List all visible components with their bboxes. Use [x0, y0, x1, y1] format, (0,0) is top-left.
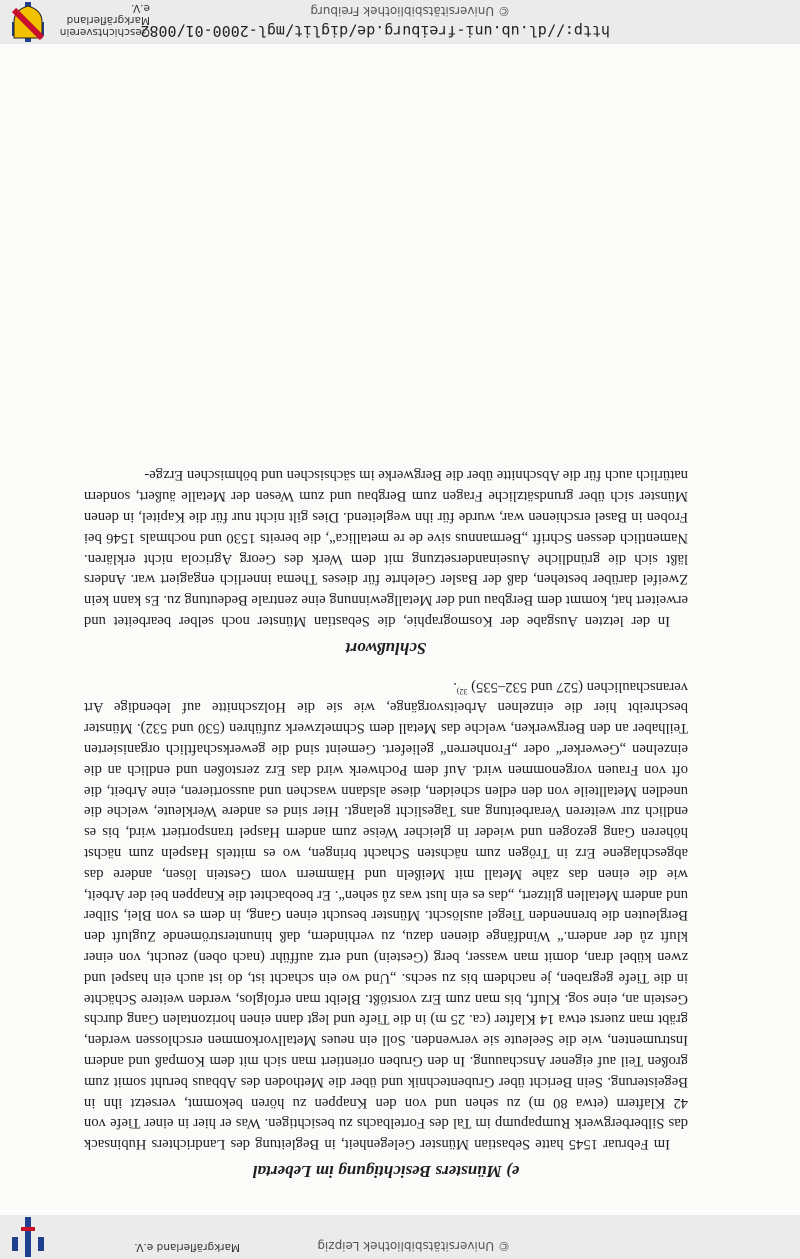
- library-copyright: © Universitätsbibliothek Leipzig: [317, 1239, 510, 1253]
- ub-logo-icon: [8, 1217, 48, 1257]
- footnote-ref: 32): [456, 686, 468, 696]
- coat-of-arms-icon: [10, 4, 46, 40]
- society-name: Markgräflerland e.V.: [134, 1241, 240, 1253]
- section-heading: e) Münsters Besichtigung im Lebertal: [252, 1162, 520, 1181]
- society-name: Geschichtsverein Markgräflerland e.V.: [59, 2, 150, 38]
- header-bar: [0, 1215, 800, 1259]
- section-heading: Schlußwort: [345, 638, 427, 658]
- library-copyright: © Universitätsbibliothek Freiburg: [310, 4, 510, 18]
- footer-bar: [0, 0, 800, 44]
- permalink-url[interactable]: http://dl.ub.uni-freiburg.de/diglit/mgl-2000-01/0082: [140, 22, 610, 40]
- paragraph: In der letzten Ausgabe der Kosmographie, die Sebastian Münster noch selber bearbeitet und erweitert hat, kommt dem Bergbau und der Metallgewinnung eine zentrale Bedeutung zu. Es kann kein Zweifel darüber bestehen, daß der Basler Gelehrte für dieses Thema innerlich engagiert war. Anders läßt sich die gründliche Auseinandersetzung mit dem Werk des Georg Agricola nicht erklären. Namentlich dessen Schrift „Bermannus sive de re metallica“, die bereits 1530 und nochmals 1546 bei Froben in Basel erschienen war, wurde für ihn wegleitend. Dies gilt nicht nur für die Kapitel, in denen Münster sich über grundsätzliche Fragen zum Bergbau und zum Wesen der Metalle äußert, sondern natürlich auch für die Abschnitte über die Bergwerke im sächsischen und böhmischen Erzge-: [84, 467, 688, 630]
- paragraph: Im Februar 1545 hatte Sebastian Münster Gelegenheit, in Begleitung des Landrichters Hubinsack das Silberbergwerk Rumpapump im Tal des Fortelbachs zu besichtigen. Was er hier in einer Tiefe von 42 Klaftern (etwa 80 m) zu sehen und von den Knappen zu hören bekommt, versetzt ihn in Begeisterung. Sein Bericht über Grubentechnik und über die Methoden des Abbaus beruht somit zum großen Teil auf eigener Anschauung. In den Gruben orientiert man sich mit dem Kompaß und andern Instrumenten, wie die Seeleute sie verwenden. Soll ein neues Metallvorkommen erschlossen werden, gräbt man zuerst etwa 14 Klafter (ca. 25 m) in die Tiefe und legt dann einen horizontalen Gang durchs Gestein an, eine sog. Kluft, bis man zum Erz vorstößt. Bleibt man erfolglos, werden weitere Schächte in die Tiefe gegraben, je nachdem bis zu sechs. „Und wo ein schacht ist, do ist auch ein haspel und zwen kübel dran, domit man wasser, berg (Gestein) und ertz aufführ (nach oben) zeucht, von einer kluft zů der andern.“ Windfänge dienen dazu, zu verhindern, daß hinunterströmende Zugluft den Bergleuten die brennenden Tiegel auslöscht. Münster besucht einen Gang, in dem es von Blei, Silber und andern Metallen glitzert, „das es ein lust was zů sehen“. Er beobachtet die Knappen bei der Arbeit, wie die einen das zähe Metall mit Meißeln und Hämmern vom Gestein lösen, andere das abgeschlagene Erz in Trögen zum nächsten Schacht bringen, wo es mittels Haspeln zum nächst höheren Gang gezogen und wieder in gleicher Weise zum andern Haspel transportiert wird, bis es endlich zur weiteren Verarbeitung ans Tageslicht gelangt. Hier sind es andere Werkleute, welche die unedlen Metallteile von den edlen scheiden, diese alsdann waschen und aussortieren, eine Arbeit, die oft von Frauen vorgenommen wird. Auf dem Pochwerk wird das Erz zerstoßen und endlich an die einzelnen „Gewerker“ oder „Fronherren“ geliefert. Gemeint sind die gewerkschaftlich organisierten Teilhaber an den Bergwerken, welche das Metall dem Schmelzwerk zuführen (530 und 532). Münster beschreibt hier die einzelnen Arbeitsvorgänge, wie sie die Holzschnitte auf lebendige Art veranschaulichen (527 und 532–535) $^{32)}$.: [84, 678, 688, 1153]
- page-body: [84, 433, 688, 1181]
- page-number: [0, 432, 576, 453]
